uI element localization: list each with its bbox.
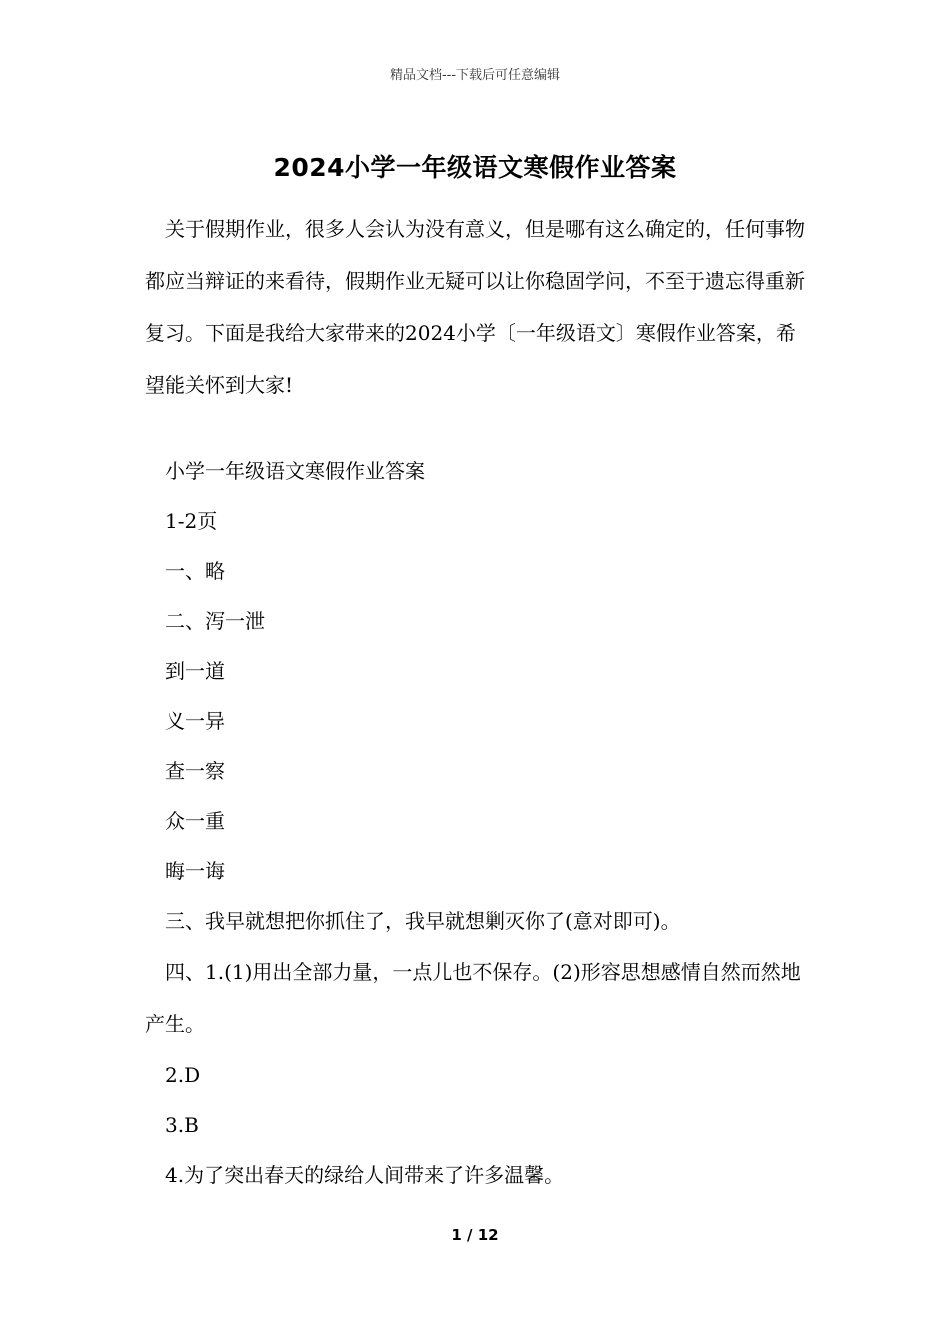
answer-line: 三、我早就想把你抓住了，我早就想剿灭你了(意对即可)。 (165, 909, 681, 933)
answer-line: 4.为了突出春天的绿给人间带来了许多温馨。 (165, 1163, 565, 1187)
answer-line: 二、泻一泄 (165, 609, 265, 633)
answer-paragraph: 四、1.(1)用出全部力量，一点儿也不保存。(2)形容思想感情自然而然地产生。 (145, 960, 801, 1036)
answer-section-heading: 小学一年级语文寒假作业答案 (165, 459, 425, 483)
answer-line: 查一察 (165, 759, 225, 783)
answer-line: 2.D (165, 1063, 201, 1087)
document-title: 2024小学一年级语文寒假作业答案 (273, 153, 677, 182)
page-number: 1 / 12 (451, 1226, 499, 1244)
intro-paragraph: 关于假期作业，很多人会认为没有意义，但是哪有这么确定的，任何事物都应当辩证的来看待，假期作业无疑可以让你稳固学问，不至于遗忘得重新复习。下面是我给大家带来的2024小学〔一年级语文〕寒假作业答案，希望能关怀到大家! (145, 217, 805, 397)
answer-line: 众一重 (165, 809, 225, 833)
answer-line: 1-2页 (165, 509, 218, 533)
answer-line: 一、略 (165, 559, 225, 583)
answer-list (145, 446, 811, 1200)
answer-line: 到一道 (165, 659, 225, 683)
answer-line: 3.B (165, 1113, 199, 1137)
page-header: 精品文档---下载后可任意编辑 (389, 68, 561, 83)
answer-line: 义一异 (165, 709, 225, 733)
answer-line: 晦一诲 (165, 859, 225, 883)
